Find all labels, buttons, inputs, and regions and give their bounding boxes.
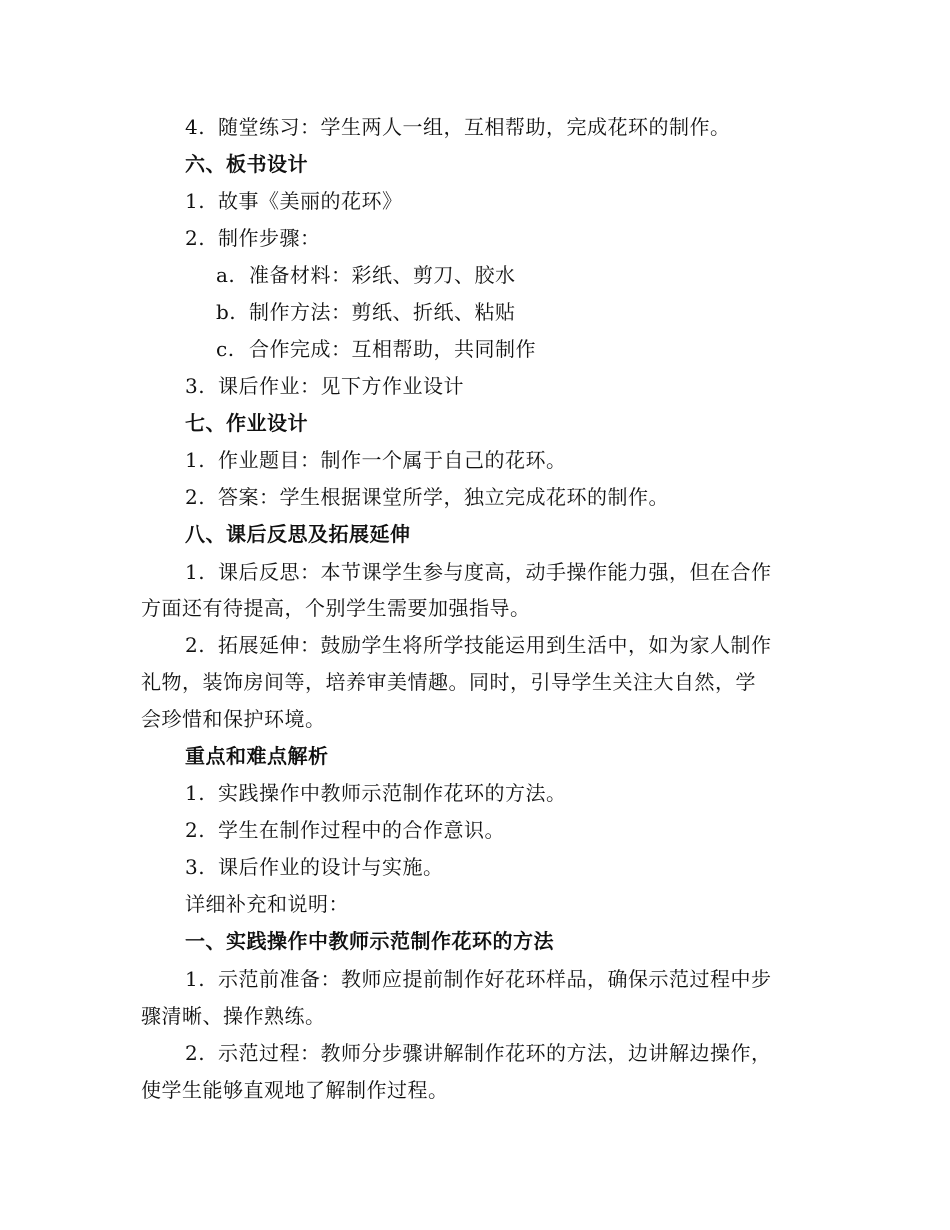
sub-list-text: 合作完成：互相帮助，共同制作: [249, 337, 536, 361]
list-number: 1.: [185, 189, 206, 213]
list-number: 3.: [185, 855, 206, 879]
sub-list-text: 准备材料：彩纸、剪刀、胶水: [249, 263, 516, 287]
list-number: 1.: [185, 448, 206, 472]
list-text: 学生在制作过程中的合作意识。: [218, 818, 505, 842]
list-number: 2.: [185, 818, 206, 842]
list-item: [185, 854, 444, 880]
section-heading-supplement-one: 一、实践操作中教师示范制作花环的方法: [185, 929, 554, 953]
list-text: 课后作业：见下方作业设计: [218, 374, 464, 398]
list-text: 课后作业的设计与实施。: [218, 855, 444, 879]
list-number: 3.: [185, 374, 206, 398]
paragraph-text: 示范前准备：教师应提前制作好花环样品，确保示范过程中步: [218, 967, 772, 991]
list-number: 1.: [185, 967, 206, 991]
supplement-intro: 详细补充和说明：: [185, 892, 349, 916]
list-item: [185, 484, 669, 510]
sub-list-letter: c.: [216, 337, 235, 361]
list-text: 实践操作中教师示范制作花环的方法。: [218, 781, 567, 805]
list-number: 2.: [185, 1041, 206, 1065]
sub-list-text: 制作方法：剪纸、折纸、粘贴: [249, 300, 516, 324]
list-text: 故事《美丽的花环》: [218, 189, 403, 213]
paragraph-line: [185, 632, 772, 658]
list-number: 1.: [185, 560, 206, 584]
paragraph-line: 方面还有待提高，个别学生需要加强指导。: [141, 596, 531, 620]
section-heading-key-points: 重点和难点解析: [185, 744, 329, 768]
paragraph-line: [185, 1040, 772, 1066]
section-heading-six: 六、板书设计: [185, 152, 308, 176]
list-item: [185, 447, 567, 473]
list-item: [185, 817, 505, 843]
list-number: 4.: [185, 115, 206, 139]
sub-list-letter: b.: [216, 300, 237, 324]
list-item: [185, 114, 731, 140]
paragraph-line: 礼物，装饰房间等，培养审美情趣。同时，引导学生关注大自然，学: [141, 670, 756, 694]
paragraph-text: 课后反思：本节课学生参与度高，动手操作能力强，但在合作: [218, 560, 772, 584]
list-number: 2.: [185, 226, 206, 250]
list-number: 2.: [185, 485, 206, 509]
list-number: 2.: [185, 633, 206, 657]
sub-list-item: [216, 336, 536, 362]
list-number: 1.: [185, 781, 206, 805]
section-heading-seven: 七、作业设计: [185, 411, 308, 435]
sub-list-item: [216, 299, 516, 325]
paragraph-text: 示范过程：教师分步骤讲解制作花环的方法，边讲解边操作，: [218, 1041, 772, 1065]
list-item: [185, 373, 464, 399]
paragraph-line: 骤清晰、操作熟练。: [141, 1004, 326, 1028]
sub-list-letter: a.: [216, 263, 236, 287]
paragraph-text: 拓展延伸：鼓励学生将所学技能运用到生活中，如为家人制作: [218, 633, 772, 657]
paragraph-line: 会珍惜和保护环境。: [141, 707, 326, 731]
section-heading-eight: 八、课后反思及拓展延伸: [185, 522, 411, 546]
list-text: 答案：学生根据课堂所学，独立完成花环的制作。: [218, 485, 669, 509]
list-text: 随堂练习：学生两人一组，互相帮助，完成花环的制作。: [218, 115, 731, 139]
list-item: [185, 780, 567, 806]
list-text: 制作步骤：: [218, 226, 321, 250]
paragraph-line: [185, 966, 772, 992]
paragraph-line: [185, 559, 772, 585]
paragraph-line: 使学生能够直观地了解制作过程。: [141, 1078, 449, 1102]
list-item: [185, 188, 403, 214]
sub-list-item: [216, 262, 516, 288]
list-item: [185, 225, 321, 251]
list-text: 作业题目：制作一个属于自己的花环。: [218, 448, 567, 472]
